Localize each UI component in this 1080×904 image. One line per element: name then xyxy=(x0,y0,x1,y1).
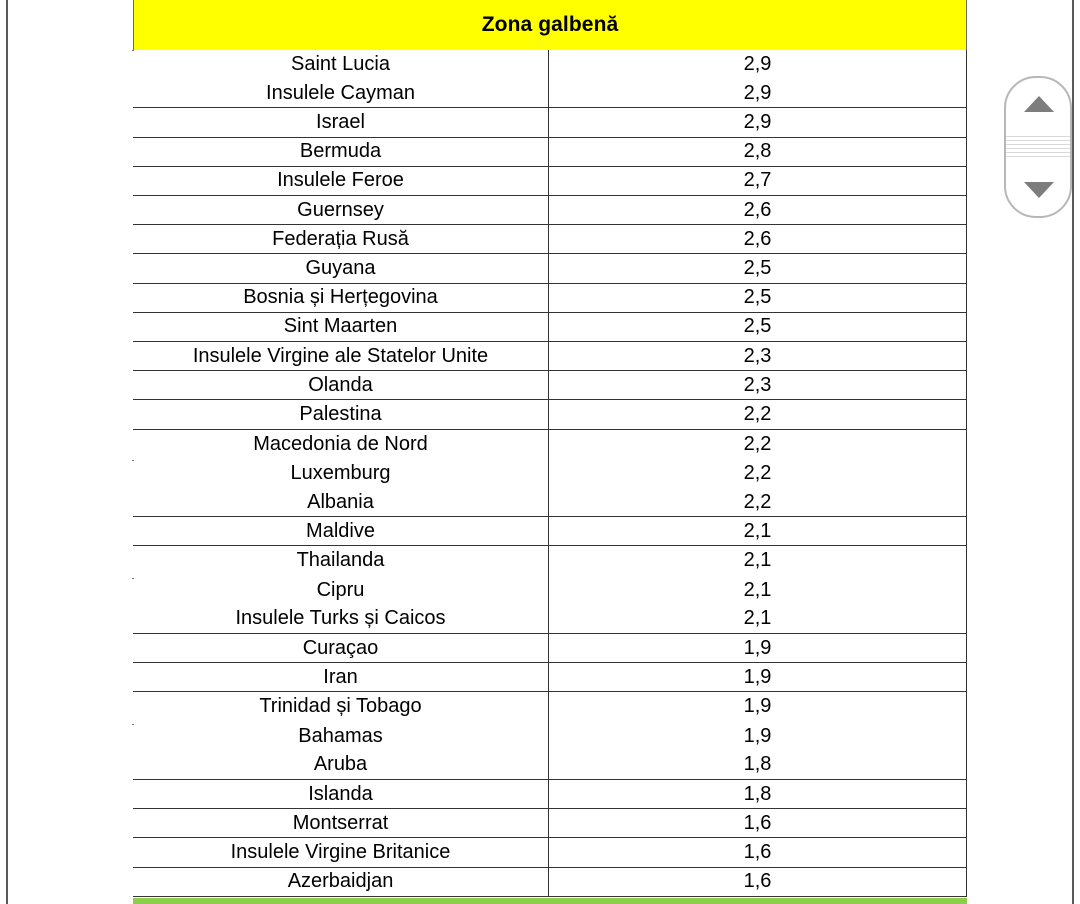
table-row xyxy=(133,692,967,721)
value-cell: 1,9 xyxy=(549,692,967,721)
table-row xyxy=(133,196,967,225)
margin-tick xyxy=(132,724,134,725)
value-cell: 1,9 xyxy=(549,634,967,662)
table-row xyxy=(133,751,967,780)
table-header: Zona galbenă xyxy=(133,0,967,50)
scroll-grip[interactable] xyxy=(1006,136,1070,158)
country-cell: Maldive xyxy=(133,517,549,545)
country-cell: Thailanda xyxy=(133,546,549,575)
table-row xyxy=(133,108,967,137)
country-cell: Azerbaidjan xyxy=(133,868,549,896)
table-row xyxy=(133,79,967,108)
value-cell: 2,5 xyxy=(549,254,967,282)
value-cell: 2,5 xyxy=(549,313,967,341)
table-row xyxy=(133,488,967,517)
country-cell: Bermuda xyxy=(133,138,549,166)
table-row xyxy=(133,605,967,634)
country-cell: Islanda xyxy=(133,780,549,808)
country-cell: Palestina xyxy=(133,400,549,428)
value-cell: 2,6 xyxy=(549,225,967,253)
value-cell: 2,1 xyxy=(549,576,967,605)
value-cell: 2,1 xyxy=(549,546,967,575)
country-cell: Trinidad și Tobago xyxy=(133,692,549,721)
table-row xyxy=(133,634,967,663)
country-table xyxy=(133,0,967,893)
value-cell: 2,6 xyxy=(549,196,967,224)
table-row xyxy=(133,50,967,79)
table-row xyxy=(133,663,967,692)
table-row xyxy=(133,809,967,838)
value-cell: 1,6 xyxy=(549,838,967,866)
value-cell: 1,6 xyxy=(549,868,967,896)
value-cell: 1,8 xyxy=(549,751,967,779)
table-row xyxy=(133,167,967,196)
country-cell: Guyana xyxy=(133,254,549,282)
country-cell: Bosnia și Herțegovina xyxy=(133,284,549,312)
table-row xyxy=(133,342,967,371)
value-cell: 1,9 xyxy=(549,722,967,751)
value-cell: 2,2 xyxy=(549,459,967,488)
value-cell: 2,5 xyxy=(549,284,967,312)
margin-tick xyxy=(132,460,134,461)
table-row xyxy=(133,722,967,751)
value-cell: 2,9 xyxy=(549,108,967,136)
value-cell: 2,2 xyxy=(549,488,967,516)
table-row xyxy=(133,838,967,867)
value-cell: 1,9 xyxy=(549,663,967,691)
value-cell: 2,7 xyxy=(549,167,967,195)
table-row xyxy=(133,780,967,809)
country-cell: Curaçao xyxy=(133,634,549,662)
table-row xyxy=(133,254,967,283)
value-cell: 2,2 xyxy=(549,430,967,459)
country-cell: Saint Lucia xyxy=(133,50,549,79)
margin-tick xyxy=(132,578,134,579)
table-row xyxy=(133,517,967,546)
country-cell: Olanda xyxy=(133,371,549,399)
table-row xyxy=(133,284,967,313)
value-cell: 2,9 xyxy=(549,50,967,79)
value-cell: 2,1 xyxy=(549,517,967,545)
next-zone-band xyxy=(133,898,967,904)
country-cell: Montserrat xyxy=(133,809,549,837)
country-cell: Iran xyxy=(133,663,549,691)
table-row xyxy=(133,546,967,575)
country-cell: Insulele Virgine ale Statelor Unite xyxy=(133,342,549,370)
value-cell: 2,3 xyxy=(549,371,967,399)
page-edge-left xyxy=(6,0,8,904)
value-cell: 2,9 xyxy=(549,79,967,107)
page-edge-right xyxy=(1072,0,1074,904)
country-cell: Israel xyxy=(133,108,549,136)
margin-tick xyxy=(132,50,134,51)
table-row xyxy=(133,313,967,342)
country-cell: Insulele Cayman xyxy=(133,79,549,107)
table-row xyxy=(133,138,967,167)
value-cell: 2,1 xyxy=(549,605,967,633)
table-row xyxy=(133,576,967,605)
chevron-down-icon[interactable] xyxy=(1024,182,1054,198)
table-row xyxy=(133,400,967,429)
value-cell: 2,2 xyxy=(549,400,967,428)
country-cell: Insulele Feroe xyxy=(133,167,549,195)
value-cell: 2,3 xyxy=(549,342,967,370)
table-row xyxy=(133,459,967,488)
value-cell: 1,8 xyxy=(549,780,967,808)
table-row xyxy=(133,868,967,897)
country-cell: Luxemburg xyxy=(133,459,549,488)
country-cell: Macedonia de Nord xyxy=(133,430,549,459)
chevron-up-icon[interactable] xyxy=(1024,96,1054,112)
country-cell: Federația Rusă xyxy=(133,225,549,253)
country-cell: Cipru xyxy=(133,576,549,605)
country-cell: Sint Maarten xyxy=(133,313,549,341)
country-cell: Aruba xyxy=(133,751,549,779)
country-cell: Insulele Virgine Britanice xyxy=(133,838,549,866)
table-row xyxy=(133,225,967,254)
country-cell: Bahamas xyxy=(133,722,549,751)
country-cell: Guernsey xyxy=(133,196,549,224)
table-row xyxy=(133,371,967,400)
value-cell: 2,8 xyxy=(549,138,967,166)
value-cell: 1,6 xyxy=(549,809,967,837)
country-cell: Insulele Turks și Caicos xyxy=(133,605,549,633)
country-cell: Albania xyxy=(133,488,549,516)
table-row xyxy=(133,430,967,459)
page-scroller[interactable] xyxy=(1004,76,1072,218)
